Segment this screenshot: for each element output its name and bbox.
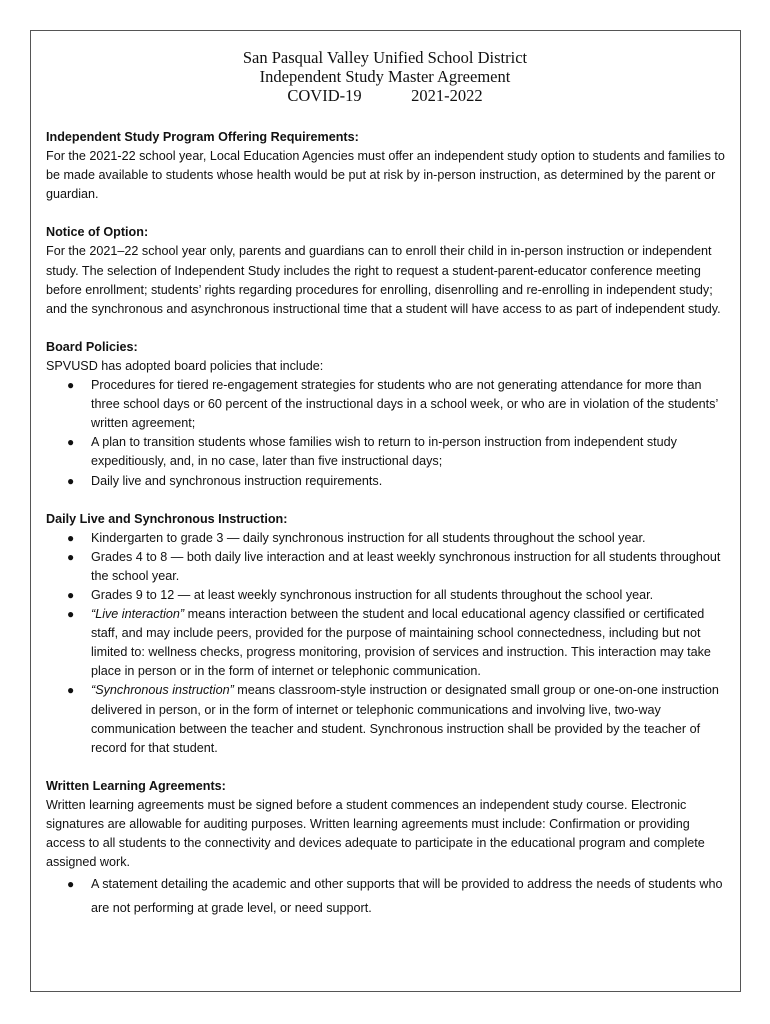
bullet-icon: ● bbox=[67, 607, 75, 622]
notice-body: For the 2021–22 school year only, parents and guardians can to enroll their child in in-person instruction or independent study. The selection of Independent Study includes the right to request a student-parent-educator conference meeting before enrollment; students’ rights regarding procedures for enrolling, disenrolling and re-enrolling in independent study; and the synchronous and asynchronous instructional time that a student will have access to as part of independent study. bbox=[46, 244, 721, 316]
written-heading: Written Learning Agreements: bbox=[46, 778, 226, 793]
live-interaction-definition: means interaction between the student and local educational agency classified or certificated staff, and may include peers, provided for the purpose of maintaining school connectedness, including but not limited to: wellness checks, progress monitoring, provision of services and instruction. This interaction may take place in person or in the form of internet or telephonic communication. bbox=[91, 607, 711, 679]
bullet-icon: ● bbox=[67, 683, 75, 698]
list-item bbox=[46, 586, 726, 605]
live-interaction-term: “Live interaction” bbox=[91, 607, 185, 622]
list-item-text: Procedures for tiered re-engagement strategies for students who are not generating attendance for more than three school days or 60 percent of the instructional days in a school week, or who are in violation of the students’ written agreement; bbox=[91, 378, 718, 431]
bullet-icon: ● bbox=[67, 378, 75, 393]
bullet-icon: ● bbox=[67, 473, 75, 488]
list-item bbox=[46, 605, 726, 681]
list-item bbox=[46, 529, 726, 548]
district-name: San Pasqual Valley Unified School District bbox=[242, 48, 528, 67]
daily-heading: Daily Live and Synchronous Instruction: bbox=[46, 511, 288, 526]
list-item bbox=[46, 548, 726, 586]
synchronous-instruction-definition: means classroom-style instruction or designated small group or one-on-one instruction delivered in person, or in the form of internet or telephonic communications and involving live, two-way communication between the teacher and student. Synchronous instruction shall be provided by the teacher of record for that student. bbox=[91, 683, 719, 755]
list-item-text: Daily live and synchronous instruction requirements. bbox=[91, 473, 383, 488]
document-header bbox=[0, 48, 770, 105]
offering-section bbox=[46, 128, 726, 204]
bullet-icon: ● bbox=[67, 435, 75, 450]
board-section bbox=[46, 338, 726, 491]
list-item-text: Grades 4 to 8 — both daily live interaction and at least weekly synchronous instruction for all students throughout the school year. bbox=[91, 549, 721, 583]
list-item-text: A plan to transition students whose families wish to return to in-person instruction from independent study expeditiously, and, in no case, later than five instructional days; bbox=[91, 435, 677, 469]
list-item bbox=[46, 872, 726, 920]
agreement-title: Independent Study Master Agreement bbox=[259, 67, 511, 86]
list-item-text: Grades 9 to 12 — at least weekly synchronous instruction for all students throughout the school year. bbox=[91, 587, 654, 602]
notice-section bbox=[46, 223, 726, 318]
synchronous-instruction-term: “Synchronous instruction” bbox=[91, 683, 234, 698]
list-item bbox=[46, 681, 726, 757]
offering-heading: Independent Study Program Offering Requirements: bbox=[46, 130, 359, 144]
written-body: Written learning agreements must be signed before a student commences an independent study course. Electronic signatures are allowable for auditing purposes. Written learning agreements must include: Confirmation or providing access to all students to the connectivity and devices adequate to participate in the educational program and complete assigned work. bbox=[46, 797, 705, 870]
bullet-icon: ● bbox=[67, 587, 75, 602]
notice-heading: Notice of Option: bbox=[46, 225, 149, 240]
written-list bbox=[46, 872, 726, 920]
list-item-text: A statement detailing the academic and other supports that will be provided to address the needs of students who are not performing at grade level, or need support. bbox=[91, 877, 723, 916]
bullet-icon: ● bbox=[67, 530, 75, 545]
list-item bbox=[46, 472, 726, 491]
offering-body: For the 2021-22 school year, Local Education Agencies must offer an independent study option to students and families to be made available to students whose health would be put at risk by in-person instruction, as determined by the parent or guardian. bbox=[46, 149, 725, 202]
board-heading: Board Policies: bbox=[46, 339, 138, 354]
board-list bbox=[46, 376, 726, 491]
bullet-icon: ● bbox=[67, 877, 75, 892]
written-section bbox=[46, 777, 726, 920]
covid-year-line: COVID-19 2021-2022 bbox=[287, 86, 483, 105]
daily-list bbox=[46, 529, 726, 758]
document-body bbox=[46, 128, 726, 920]
board-intro: SPVUSD has adopted board policies that include: bbox=[46, 358, 324, 373]
daily-section bbox=[46, 510, 726, 758]
list-item bbox=[46, 376, 726, 433]
list-item bbox=[46, 433, 726, 471]
list-item-text: Kindergarten to grade 3 — daily synchronous instruction for all students throughout the school year. bbox=[91, 530, 646, 545]
bullet-icon: ● bbox=[67, 549, 75, 564]
